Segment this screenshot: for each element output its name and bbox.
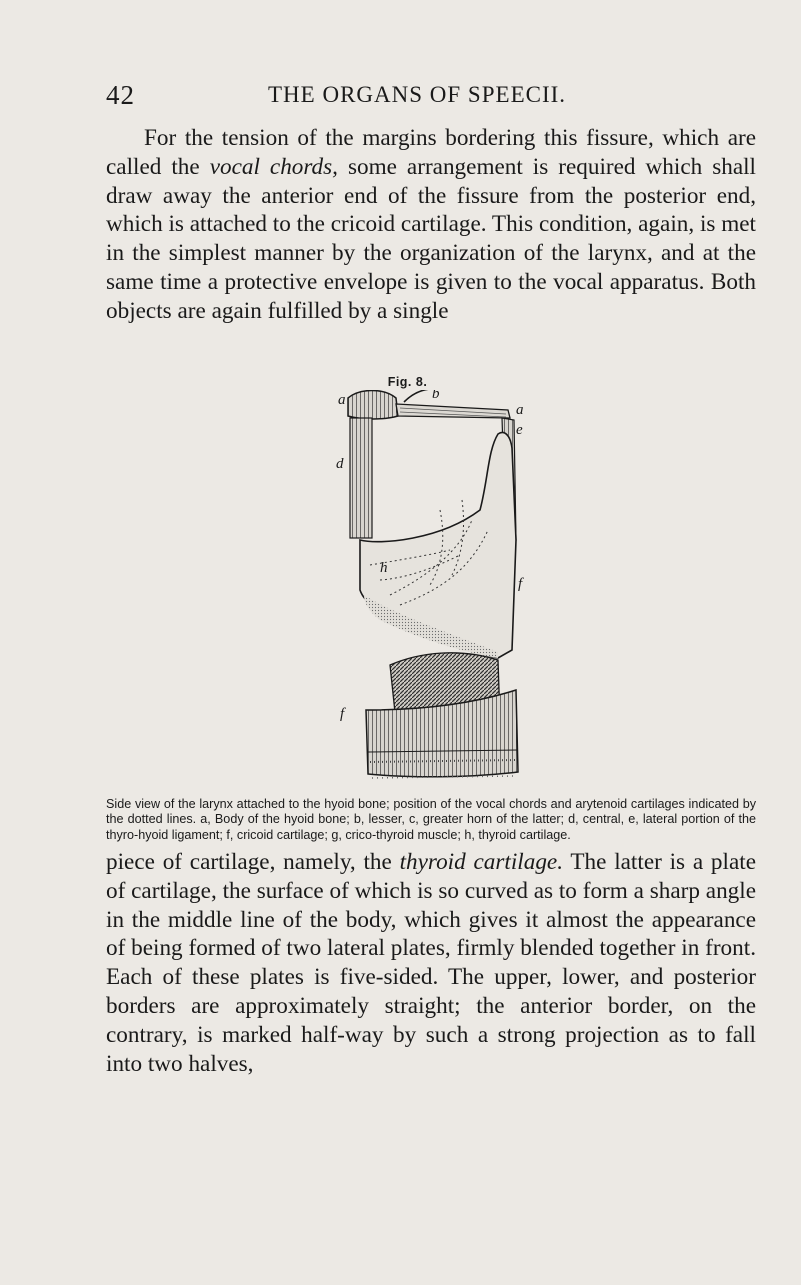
running-head: THE ORGANS OF SPEECII.: [268, 82, 567, 107]
page-number: 42: [106, 80, 135, 110]
paragraph-bottom-text-2: The latter is a plate of cartilage, the surface of which is so curved as to form a sharp angle in the middle line of the body, which gives it almost the appearance of being formed of two lateral plates, firmly blended together in front. Each of these plates is five-sided. The upper, lower, and posterior borders are approximately straight; the anterior border, on the contrary, is marked half-way by such a strong projection as to fall into two halves,: [106, 849, 756, 1077]
larynx-figure: [320, 390, 530, 785]
thyrohyoid-ligament-central: [350, 418, 372, 538]
page-header: [106, 80, 756, 116]
label-d: d: [336, 456, 344, 472]
label-a-right: a: [516, 402, 524, 418]
label-e: e: [516, 422, 523, 438]
paragraph-top-emphasis: vocal chords,: [209, 153, 338, 180]
hyoid-body: [348, 391, 398, 420]
paragraph-bottom: [106, 848, 756, 1078]
label-a-left: a: [338, 392, 346, 408]
paragraph-bottom-text-1: piece of cartilage, namely, the: [106, 849, 400, 875]
label-b: b: [432, 390, 440, 402]
larynx-illustration: [320, 390, 530, 785]
label-f-left: f: [340, 706, 345, 722]
hyoid-lesser-horn: [404, 390, 430, 402]
paragraph-bottom-emphasis: thyroid cartilage.: [399, 849, 564, 875]
thyroid-cartilage: [360, 433, 516, 658]
figure-caption: Side view of the larynx attached to the hyoid bone; position of the vocal chords and arytenoid cartilages indicated by the dotted lines. a, Body of the hyoid bone; b, lesser, c, greater horn of the latter; d, central, e, lateral portion of the thyro-hyoid ligament; f, cricoid cartilage; g, crico-thyroid muscle; h, thyroid cartilage.: [106, 797, 756, 842]
label-h: h: [380, 560, 388, 576]
label-f-right: f: [518, 576, 523, 592]
paragraph-top-text-1: For the tension of the margins bordering this fissure, which are called the: [106, 125, 756, 180]
paragraph-top-text-2: some arrangement is required which shall draw away the anterior end of the fissure from the posterior end, which is attached to the cricoid cartilage. This condition, again, is met in the simplest manner by the organization of the larynx, and at the same time a protective envelope is given to the vocal apparatus. Both objects are again fulfilled by a single: [106, 153, 756, 324]
figure-label: Fig. 8.: [387, 375, 428, 389]
paragraph-top: [106, 124, 756, 326]
